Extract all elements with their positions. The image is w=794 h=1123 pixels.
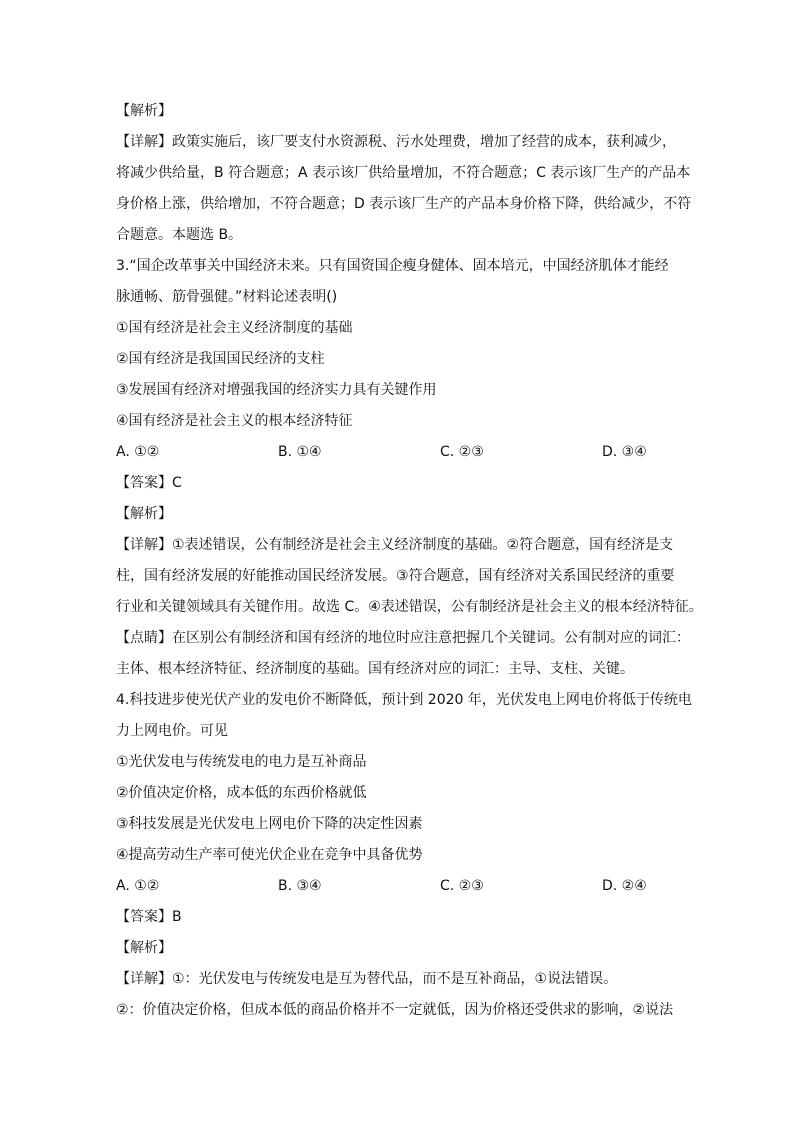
text-line: 合题意。本题选 B。 [116, 227, 243, 243]
question-3-options [116, 437, 682, 468]
option-a: A. ①② [116, 444, 160, 460]
question-3-explanation: 【点睛】在区别公有制经济和国有经济的地位时应注意把握几个关键词。公有制对应的词汇： [116, 630, 690, 646]
option-c: C. ②③ [440, 444, 484, 460]
question-4-statement: ③科技发展是光伏发电上网电价下降的决定性因素 [116, 816, 423, 832]
question-4-options [116, 871, 682, 902]
text-line: 将减少供给量，B 符合题意；A 表示该厂供给量增加，不符合题意；C 表示该厂生产的产品本 [116, 165, 691, 181]
document-page [116, 96, 703, 1026]
question-4-stem: 4.科技进步使光伏产业的发电价不断降低，预计到 2020 年，光伏发电上网电价将低于传统电 [116, 692, 692, 708]
option-d: D. ②④ [602, 878, 647, 894]
option-b: B. ③④ [278, 878, 322, 894]
question-3-explanation: 行业和关键领域具有关键作用。故选 C。④表述错误，公有制经济是社会主义的根本经济特征。 [116, 599, 703, 615]
option-b: B. ①④ [278, 444, 322, 460]
question-3-statement: ③发展国有经济对增强我国的经济实力具有关键作用 [116, 382, 437, 398]
question-3-statement: ①国有经济是社会主义经济制度的基础 [116, 320, 353, 336]
question-3-statement: ②国有经济是我国国民经济的支柱 [116, 351, 325, 367]
option-d: D. ③④ [602, 444, 647, 460]
text-line: 身价格上涨，供给增加，不符合题意；D 表示该厂生产的产品本身价格下降，供给减少，不符 [116, 196, 692, 212]
question-4-statement: ④提高劳动生产率可使光伏企业在竞争中具备优势 [116, 847, 423, 863]
question-3-answer: 【答案】C [116, 475, 182, 491]
question-4-stem: 力上网电价。可见 [116, 723, 228, 739]
question-3-statement: ④国有经济是社会主义的根本经济特征 [116, 413, 353, 429]
question-4-answer: 【答案】B [116, 909, 182, 925]
text-line: 【详解】政策实施后，该厂要支付水资源税、污水处理费，增加了经营的成本，获利减少， [116, 134, 676, 150]
question-4-statement: ①光伏发电与传统发电的电力是互补商品 [116, 754, 367, 770]
option-a: A. ①② [116, 878, 160, 894]
question-3-stem: 脉通畅、筋骨强健。”材料论述表明() [116, 289, 338, 305]
option-c: C. ②③ [440, 878, 484, 894]
question-3-stem: 3.“国企改革事关中国经济未来。只有国资国企瘦身健体、固本培元，中国经济肌体才能经 [116, 258, 669, 274]
question-3-analysis-label: 【解析】 [116, 506, 172, 522]
question-4-analysis-label: 【解析】 [116, 940, 172, 956]
question-3-explanation: 柱，国有经济发展的好能推动国民经济发展。③符合题意，国有经济对关系国民经济的重要 [116, 568, 675, 584]
text-line: 【解析】 [116, 103, 172, 119]
question-3-explanation: 主体、根本经济特征、经济制度的基础。国有经济对应的词汇：主导、支柱、关键。 [116, 661, 634, 677]
question-3-explanation: 【详解】①表述错误，公有制经济是社会主义经济制度的基础。②符合题意，国有经济是支 [116, 537, 674, 553]
question-4-explanation: 【详解】①：光伏发电与传统发电是互为替代品，而不是互补商品，①说法错误。 [116, 971, 618, 987]
question-4-explanation: ②：价值决定价格，但成本低的商品价格并不一定就低，因为价格还受供求的影响，②说法 [116, 1002, 674, 1018]
question-4-statement: ②价值决定价格，成本低的东西价格就低 [116, 785, 367, 801]
